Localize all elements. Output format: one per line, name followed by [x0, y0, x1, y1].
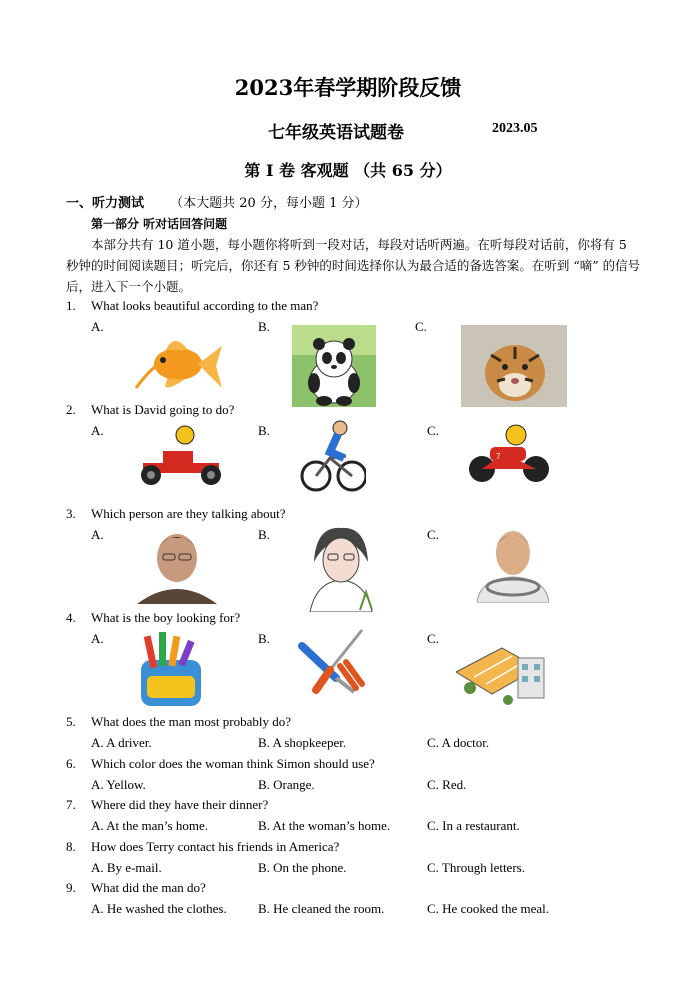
option-c[interactable]: C. In a restaurant.: [427, 818, 520, 833]
option-b[interactable]: B. At the woman’s home.: [258, 818, 391, 833]
option-a[interactable]: A. By e-mail.: [91, 860, 162, 875]
instructions: [66, 234, 641, 297]
panda-image: [292, 325, 376, 407]
exam-subtitle: 七年级英语试题卷: [268, 123, 404, 143]
option-a[interactable]: A. A driver.: [91, 735, 152, 750]
option-b[interactable]: B. On the phone.: [258, 860, 347, 875]
instructions-text: 本部分共有 10 道小题，每小题你将听到一段对话，每段对话听两遍。在听每段对话前，你将有 5 秒钟的时间阅读题目；听完后，你还有 5 秒钟的时间选择你认为最合适的备选答案。在听到 “嘀” 的信号后，进入下一个小题。: [66, 237, 641, 294]
option-a[interactable]: A.: [91, 631, 104, 646]
option-c[interactable]: C. Through letters.: [427, 860, 525, 875]
man-portrait-image: [137, 522, 217, 604]
question-text: Which color does the woman think Simon should use?: [91, 756, 375, 771]
option-c[interactable]: C.: [427, 527, 439, 542]
option-a[interactable]: A. Yellow.: [91, 777, 146, 792]
option-a[interactable]: A. At the man’s home.: [91, 818, 208, 833]
question-number: 9.: [66, 880, 76, 895]
option-c[interactable]: C. He cooked the meal.: [427, 901, 550, 916]
question-number: 2.: [66, 402, 76, 417]
question-number: 6.: [66, 756, 76, 771]
part-title: 第 I 卷 客观题 （共 65 分）: [244, 161, 452, 180]
option-c[interactable]: C. Red.: [427, 777, 467, 792]
option-b[interactable]: B.: [258, 527, 270, 542]
question-text: What is David going to do?: [91, 402, 235, 417]
section-label: 一、听力测试: [66, 196, 145, 211]
question-number: 8.: [66, 839, 76, 854]
question-text: How does Terry contact his friends in America?: [91, 839, 340, 854]
section-heading: [66, 192, 368, 211]
option-a[interactable]: A. He washed the clothes.: [91, 901, 227, 916]
question-number: 4.: [66, 610, 76, 625]
question-text: Where did they have their dinner?: [91, 797, 269, 812]
svg-text:7: 7: [496, 452, 501, 461]
question-text: What did the man do?: [91, 880, 206, 895]
question-text: What looks beautiful according to the man?: [91, 298, 319, 313]
tiger-cub-image: [461, 325, 567, 407]
option-c[interactable]: C.: [427, 631, 439, 646]
option-c[interactable]: C.: [415, 319, 427, 334]
option-b[interactable]: B. Orange.: [258, 777, 315, 792]
school-bag-image: [133, 628, 209, 710]
question-number: 5.: [66, 714, 76, 729]
question-number: 7.: [66, 797, 76, 812]
option-c[interactable]: C.: [427, 423, 439, 438]
option-b[interactable]: B.: [258, 319, 270, 334]
option-a[interactable]: A.: [91, 527, 104, 542]
cycling-image: [300, 418, 366, 494]
question-number: 3.: [66, 506, 76, 521]
option-c[interactable]: C. A doctor.: [427, 735, 490, 750]
exam-date: 2023.05: [492, 121, 538, 136]
basketball-court-image: [456, 632, 554, 706]
motorcycle-image: [464, 423, 554, 485]
option-b[interactable]: B. He cleaned the room.: [258, 901, 385, 916]
question-text: What does the man most probably do?: [91, 714, 292, 729]
option-a[interactable]: A.: [91, 319, 104, 334]
woman-portrait-image: [306, 522, 376, 612]
option-b[interactable]: B.: [258, 631, 270, 646]
astronaut-image: [477, 523, 549, 603]
question-number: 1.: [66, 298, 76, 313]
page-title: 2023年春学期阶段反馈: [234, 75, 462, 100]
option-b[interactable]: B.: [258, 423, 270, 438]
option-a[interactable]: A.: [91, 423, 104, 438]
question-text: Which person are they talking about?: [91, 506, 286, 521]
goldfish-image: [128, 332, 224, 400]
part-label: 第一部分 听对话回答问题: [91, 217, 228, 231]
question-text: What is the boy looking for?: [91, 610, 241, 625]
go-kart-image: [133, 423, 229, 489]
section-note: （本大题共 20 分，每小题 1 分）: [170, 196, 368, 211]
option-b[interactable]: B. A shopkeeper.: [258, 735, 347, 750]
tools-image: [296, 626, 370, 700]
